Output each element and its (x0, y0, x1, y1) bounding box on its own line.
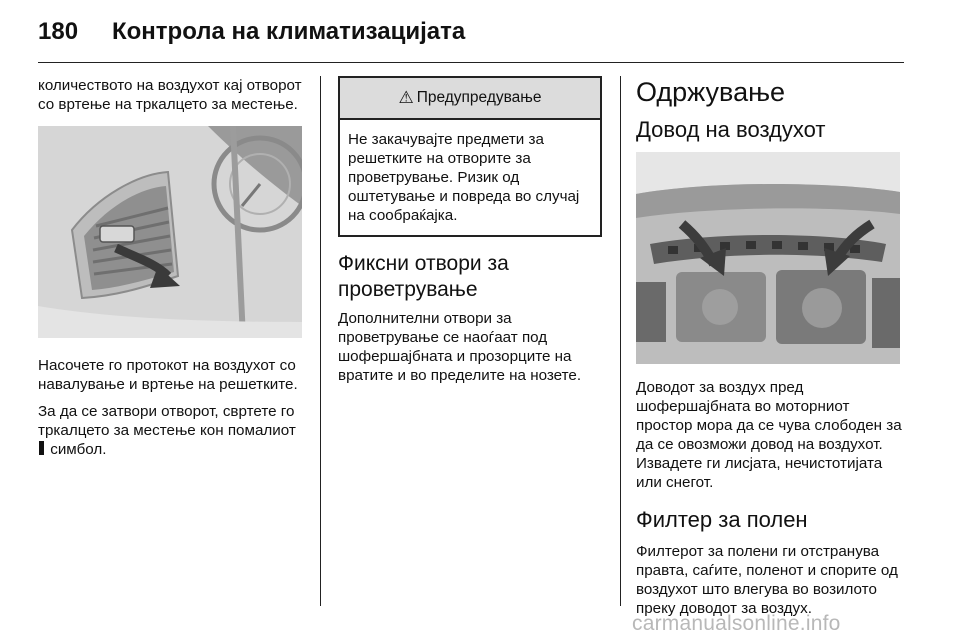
air-intake-heading: Довод на воздухот (636, 117, 826, 142)
close-vent-text-a: За да се затвори отворот, свртете го тркалцето за местење кон помалиот (38, 403, 296, 439)
column-left (38, 76, 304, 467)
intro-paragraph: количеството на воздухот кај отворот со вртење на тркалцето за местење. (38, 77, 302, 113)
page-header (38, 14, 904, 63)
pollen-filter-paragraph: Филтерот за полени ги отстранува правта, саѓите, поленот и спорите од воздухот што влегува во возилото преку доводот за воздух. (636, 543, 898, 617)
column-divider-1 (320, 76, 321, 606)
vent-illustration (38, 126, 302, 338)
fixed-vents-paragraph: Дополнителни отвори за проветрување се наоѓаат под шофершајбната и прозорците на вратите и во пределите на нозете. (338, 310, 582, 384)
fixed-vents-heading: Фиксни отвори за проветрување (338, 252, 509, 301)
warning-box (338, 76, 602, 237)
direction-paragraph: Насочете го протокот на воздухот со навалување и вртење на решетките. (38, 357, 298, 393)
watermark: carmanualsonline.info (632, 612, 841, 635)
warning-header (340, 78, 600, 120)
chapter-title: Контрола на климатизацијата (112, 18, 466, 45)
pollen-filter-heading: Филтер за полен (636, 507, 808, 532)
close-vent-paragraph (38, 402, 304, 459)
column-divider-2 (620, 76, 621, 606)
warning-title: Предупредување (416, 89, 542, 106)
maintenance-heading: Одржување (636, 77, 786, 107)
warning-text: Не закачувајте предмети за решетките на отворите за проветрување. Ризик од оштетување и повреда во случај на сообраќајка. (348, 131, 580, 224)
engine-bay-illustration (636, 152, 900, 364)
column-middle (338, 76, 602, 393)
warning-triangle-icon: ⚠ (398, 88, 414, 107)
air-intake-paragraph: Доводот за воздух пред шофершајбната во моторниот простор мора да се чува слободен за да се овозможи довод на воздухот. Извадете ги лисјата, нечистотијата или снегот. (636, 379, 902, 491)
close-vent-text-b: симбол. (46, 441, 107, 458)
page-number: 180 (38, 18, 79, 45)
column-right (636, 76, 902, 626)
small-bar-symbol-icon (39, 441, 44, 455)
